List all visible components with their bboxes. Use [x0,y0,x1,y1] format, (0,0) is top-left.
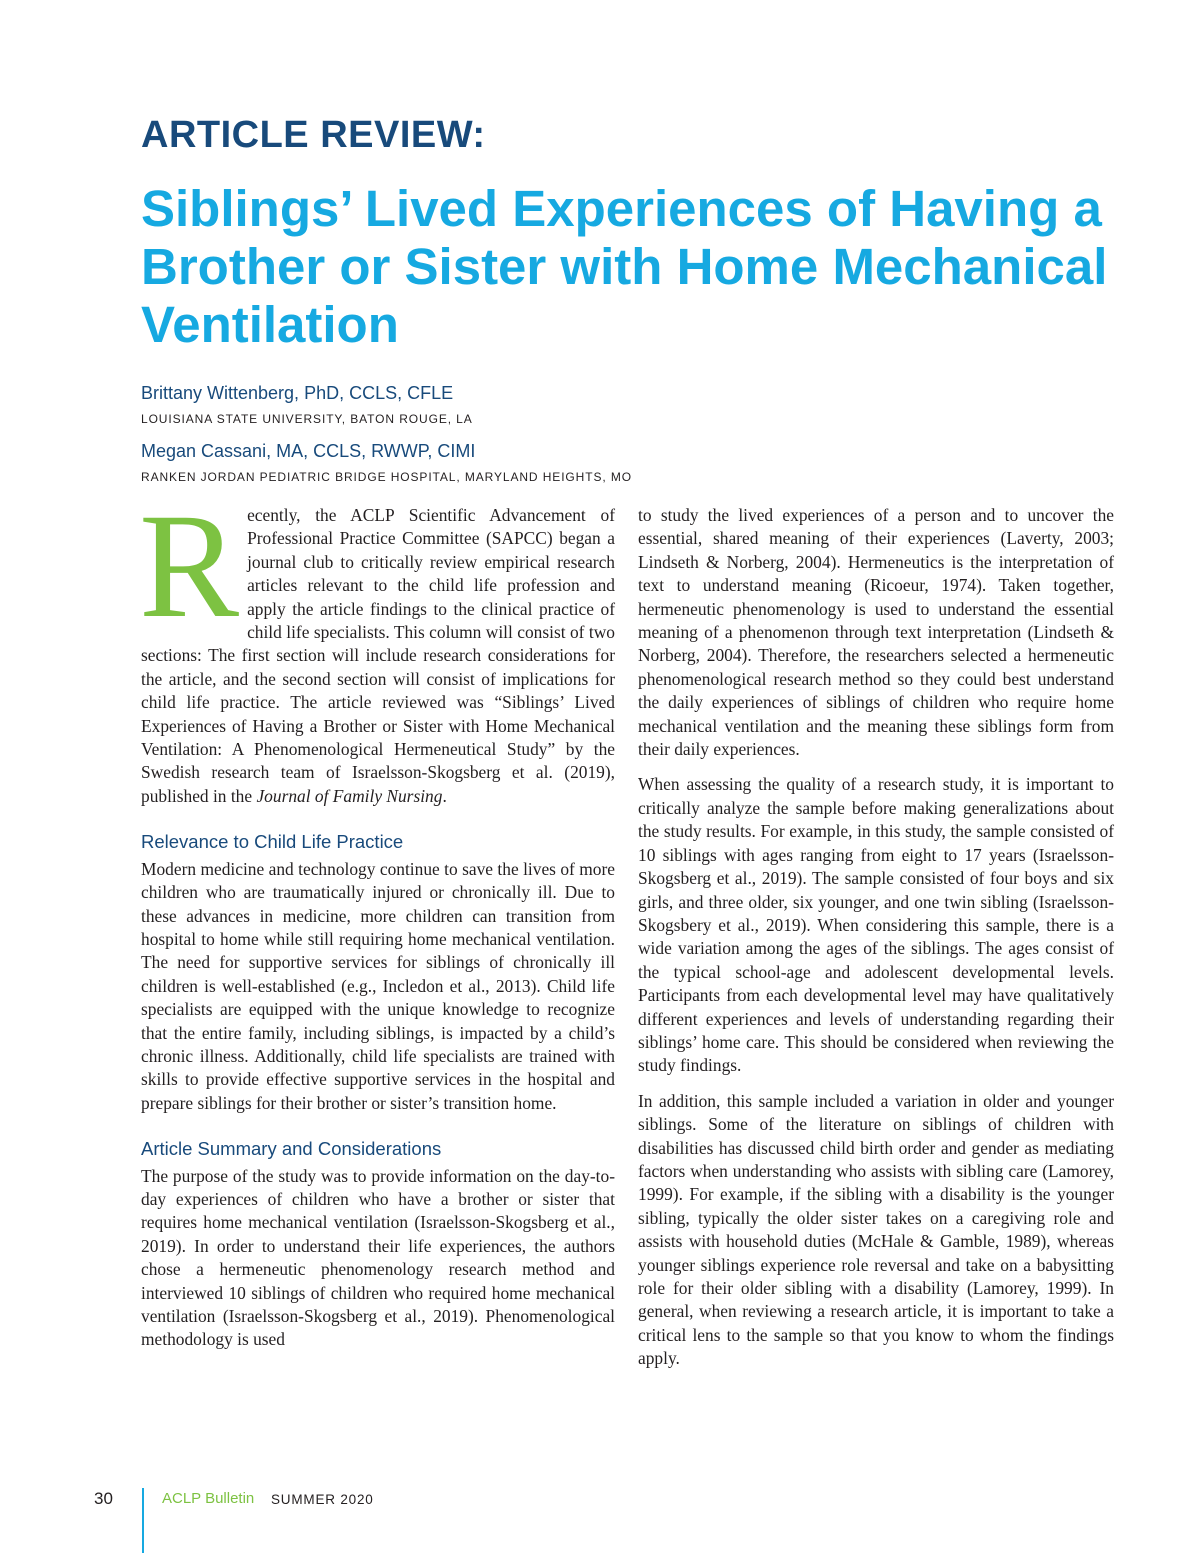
body-paragraph: Modern medicine and technology continue to save the lives of more children who are traumatically injured or chronically ill. Due to these advances in medicine, more children can transition from hospital to home while still requiring home mechanical ventilation. The need for supportive services for siblings of chronically ill children is well-established (e.g., Incledon et al., 2013). Child life specialists are equipped with the unique knowledge to recognize that the entire family, including siblings, is impacted by a child’s chronic illness. Additionally, child life specialists are trained with skills to provide effective supportive services in the hospital and prepare siblings for their brother or sister’s transition home. [141,858,615,1113]
left-column [139,483,615,1364]
section-heading: Article Summary and Considerations [141,1138,442,1160]
body-paragraph: In addition, this sample included a variation in older and younger siblings. Some of the literature on siblings of children with disabilities has discussed child birth order and gender as mediating factors when understanding who assists with sibling care (Lamorey, 1999). For example, if the sibling with a disability is the younger sibling, typically the older sister takes on a caregiving role and assists with household duties (McHale & Gamble, 1989), whereas younger siblings experience role reversal and take on a babysitting role for their older sibling with a disability (Lamorey, 1999). In general, when reviewing a research article, it is important to take a critical lens to the sample so that you know to whom the findings apply. [638,1090,1114,1369]
author-name: Brittany Wittenberg, PhD, CCLS, CFLE [141,383,454,403]
article-title: Siblings’ Lived Experiences of Having a Brother or Sister with Home Mechanical Ventilation [141,180,1108,353]
right-column [638,504,1114,1383]
intro-text: ecently, the ACLP Scientific Advancement of Professional Practice Committee (SAPCC) began a journal club to critically review empirical research articles relevant to the child life profession and apply the article findings to the clinical practice of child life specialists. This column will consist of two sections: The first section will include research considerations for the article, and the second section will consist of implications for child life practice. The article reviewed was “Siblings’ Lived Experiences of Having a Brother or Sister with Home Mechanical Ventilation: A Phenomenological Hermeneutical Study” by the Swedish research team of Israelsson-Skogsberg et al. (2019), published in the [141,505,615,806]
author-affiliation: LOUISIANA STATE UNIVERSITY, BATON ROUGE, LA [141,412,473,426]
footer-divider [142,1488,144,1553]
intro-paragraph [139,483,615,808]
section-heading: Relevance to Child Life Practice [141,831,404,853]
body-paragraph: The purpose of the study was to provide information on the day-to-day experiences of children who have a brother or sister that requires home mechanical ventilation (Israelsson-Skogsberg et al., 2019). In order to understand their life experiences, the authors chose a hermeneutic phenomenology research method and interviewed 10 siblings of children who required home mechanical ventilation (Israelsson-Skogsberg et al., 2019). Phenomenological methodology is used [141,1165,615,1350]
article-kicker: ARTICLE REVIEW: [141,114,486,156]
publication-name: ACLP Bulletin [162,1490,255,1507]
body-paragraph: When assessing the quality of a research study, it is important to critically analyze the sample before making generalizations about the study results. For example, in this study, the sample consisted of 10 siblings with ages ranging from eight to 17 years (Israelsson-Skogsberg et al., 2019). The sample consisted of four boys and six girls, and three older, six younger, and one twin sibling (Israelsson-Skogsbery et al., 2019). When considering this sample, there is a wide variation among the ages of the siblings. The ages consist of the typical school-age and adolescent developmental levels. Participants from each developmental level may have qualitatively different experiences and levels of understanding regarding their siblings’ home care. This should be considered when reviewing the study findings. [638,774,1114,1076]
page-number: 30 [94,1489,113,1508]
intro-end: . [442,785,447,806]
body-paragraph: to study the lived experiences of a person and to uncover the essential, shared meaning of their experiences (Laverty, 2003; Lindseth & Norberg, 2004). Hermeneutics is the interpretation of text to understand meaning (Ricoeur, 1974). Taken together, hermeneutic phenomenology is used to understand the essential meaning of a phenomenon through text interpretation (Lindseth & Norberg, 2004). Therefore, the researchers selected a hermeneutic phenomenological research method so they could best understand the daily experiences of siblings of children who require home mechanical ventilation and the meaning these siblings form from their daily experiences. [638,505,1114,760]
issue-season: SUMMER 2020 [271,1492,374,1507]
drop-cap: R [139,483,240,649]
journal-name: Journal of Family Nursing [256,785,443,806]
author-affiliation: RANKEN JORDAN PEDIATRIC BRIDGE HOSPITAL, MARYLAND HEIGHTS, MO [141,470,632,484]
author-name: Megan Cassani, MA, CCLS, RWWP, CIMI [141,441,476,461]
